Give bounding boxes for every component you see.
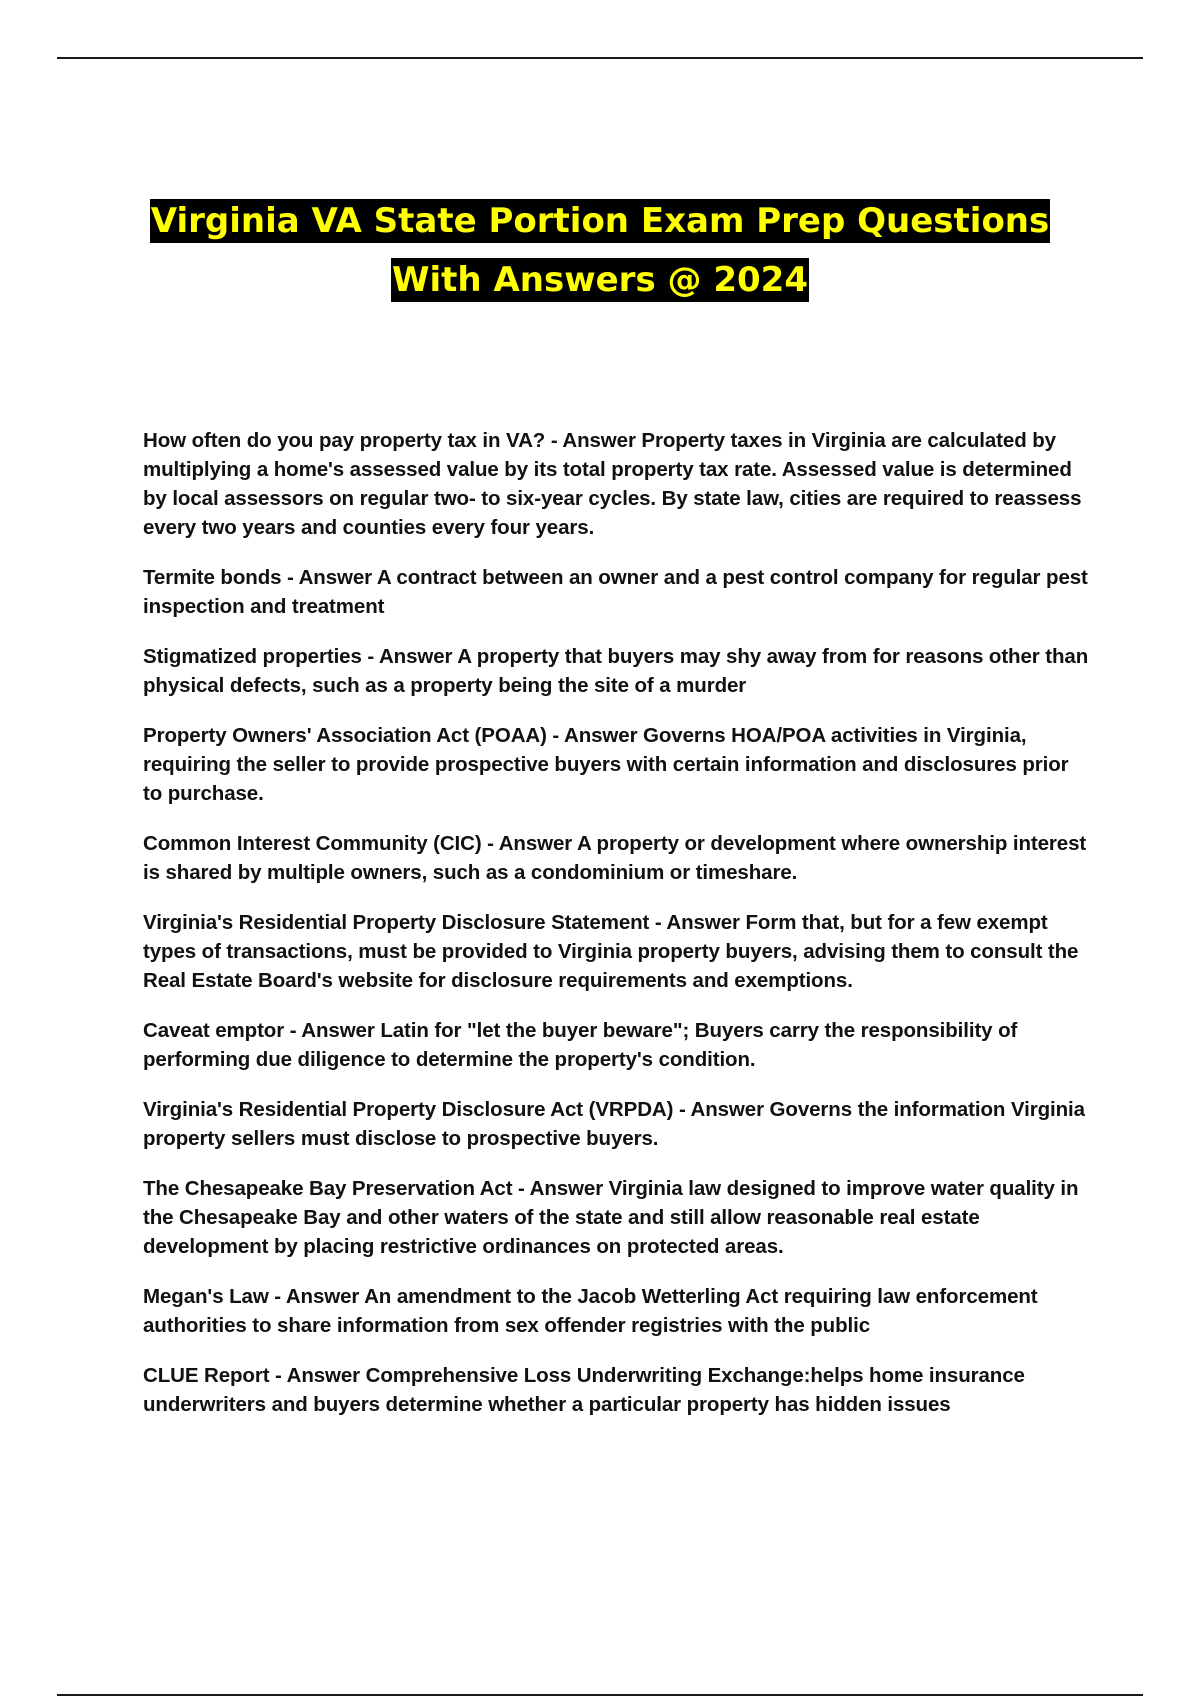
qa-entry-stigmatized-properties: Stigmatized properties - Answer A property that buyers may shy away from for reasons other than physical defects, such as a property being the site of a murder (143, 645, 1089, 697)
qa-list (143, 426, 1093, 1440)
qa-entry-megans-law: Megan's Law - Answer An amendment to the Jacob Wetterling Act requiring law enforcement authorities to share information from sex offender registries with the public (143, 1285, 1038, 1337)
qa-entry-termite-bonds: Termite bonds - Answer A contract between an owner and a pest control company for regular pest inspection and treatment (143, 566, 1088, 618)
qa-entry-cic: Common Interest Community (CIC) - Answer A property or development where ownership interest is shared by multiple owners, such as a condominium or timeshare. (143, 832, 1087, 884)
qa-entry-clue-report: CLUE Report - Answer Comprehensive Loss Underwriting Exchange:helps home insurance underwriters and buyers determine whether a particular property has hidden issues (143, 1364, 1025, 1416)
title-line-1: Virginia VA State Portion Exam Prep Questions (150, 201, 1050, 241)
qa-entry-chesapeake-bay: The Chesapeake Bay Preservation Act - Answer Virginia law designed to improve water quality in the Chesapeake Bay and other waters of the state and still allow reasonable real estate development by placing restrictive ordinances on protected areas. (143, 1177, 1079, 1258)
qa-entry-property-tax: How often do you pay property tax in VA? - Answer Property taxes in Virginia are calculated by multiplying a home's assessed value by its total property tax rate. Assessed value is determined by local assessors on regular two- to six-year cycles. By state law, cities are required to reassess every two years and counties every four years. (143, 429, 1082, 539)
footer-rule (57, 1694, 1143, 1696)
qa-entry-poaa: Property Owners' Association Act (POAA) - Answer Governs HOA/POA activities in Virginia, requiring the seller to provide prospective buyers with certain information and disclosures prior to purchase. (143, 724, 1069, 805)
qa-entry-disclosure-statement: Virginia's Residential Property Disclosure Statement - Answer Form that, but for a few exempt types of transactions, must be provided to Virginia property buyers, advising them to consult the Real Estate Board's website for disclosure requirements and exemptions. (143, 911, 1079, 992)
document-title (0, 192, 1200, 310)
header-rule (57, 57, 1143, 59)
title-line-2: With Answers @ 2024 (392, 260, 808, 300)
qa-entry-caveat-emptor: Caveat emptor - Answer Latin for "let the buyer beware"; Buyers carry the responsibility of performing due diligence to determine the property's condition. (143, 1019, 1018, 1071)
qa-entry-vrpda: Virginia's Residential Property Disclosure Act (VRPDA) - Answer Governs the information Virginia property sellers must disclose to prospective buyers. (143, 1098, 1085, 1150)
